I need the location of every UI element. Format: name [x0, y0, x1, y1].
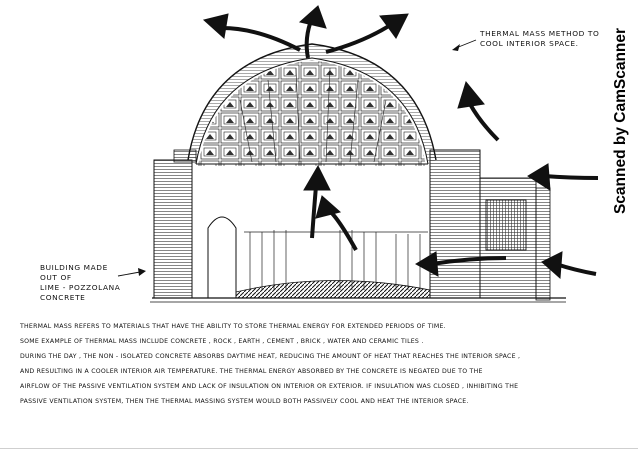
- description-paragraph: [20, 319, 620, 409]
- page-bottom-edge: [0, 448, 638, 449]
- label-thermal-mass-line1: THERMAL MASS METHOD TO: [480, 29, 600, 38]
- note-line-2: SOME EXAMPLE OF THERMAL MASS INCLUDE CONCRETE , ROCK , EARTH , CEMENT , BRICK , WATER AND CERAMIC TILES .: [20, 338, 424, 345]
- arrow-right-upper: [458, 82, 498, 140]
- label-leader-building: [118, 272, 140, 276]
- note-line-4: AND RESULTING IN A COOLER INTERIOR AIR TEMPERATURE. THE THERMAL ENERGY ABSORBED BY THE CONCRETE IS NEGATED DUE TO THE: [20, 368, 483, 375]
- label-building-line1: BUILDING MADE: [40, 263, 108, 272]
- right-wall: [430, 150, 550, 300]
- label-building-line2: OUT OF: [40, 273, 72, 282]
- note-line-6: PASSIVE VENTILATION SYSTEM, THEN THE THERMAL MASSING SYSTEM WOULD BOTH PASSIVELY COOL AND HEAT THE INTERIOR SPACE.: [20, 398, 469, 405]
- arrow-dome-left: [204, 14, 300, 50]
- arrow-dome-right: [326, 14, 408, 52]
- label-building-line4: CONCRETE: [40, 293, 86, 302]
- label-building-line3: LIME - POZZOLANA: [40, 283, 121, 292]
- note-line-1: THERMAL MASS REFERS TO MATERIALS THAT HAVE THE ABILITY TO STORE THERMAL ENERGY FOR EXTENDED PERIODS OF TIME.: [20, 323, 446, 330]
- watermark-text: Scanned by CamScanner: [612, 27, 630, 215]
- label-thermal-mass-line2: COOL INTERIOR SPACE.: [480, 39, 579, 48]
- label-leader-thermal-head: [452, 44, 460, 51]
- note-line-5: AIRFLOW OF THE PASSIVE VENTILATION SYSTEM AND LACK OF INSULATION ON INTERIOR OR EXTERIOR. IF INSULATION WAS CLOSED , INHIBITING THE: [20, 383, 519, 390]
- label-leader-building-head: [138, 268, 146, 276]
- floor-hatch: [236, 280, 430, 298]
- niche-arch-left: [208, 217, 236, 298]
- left-wall: [154, 150, 196, 298]
- label-building-material: [40, 263, 120, 303]
- arrow-interior-left: [316, 196, 356, 250]
- note-line-3: DURING THE DAY , THE NON - ISOLATED CONCRETE ABSORBS DAYTIME HEAT, REDUCING THE AMOUNT OF HEAT THAT REACHES THE INTERIOR SPACE ,: [20, 353, 521, 360]
- arrow-right-lower: [528, 164, 598, 190]
- label-thermal-mass-method: [480, 29, 599, 49]
- camscanner-watermark: [606, 10, 636, 232]
